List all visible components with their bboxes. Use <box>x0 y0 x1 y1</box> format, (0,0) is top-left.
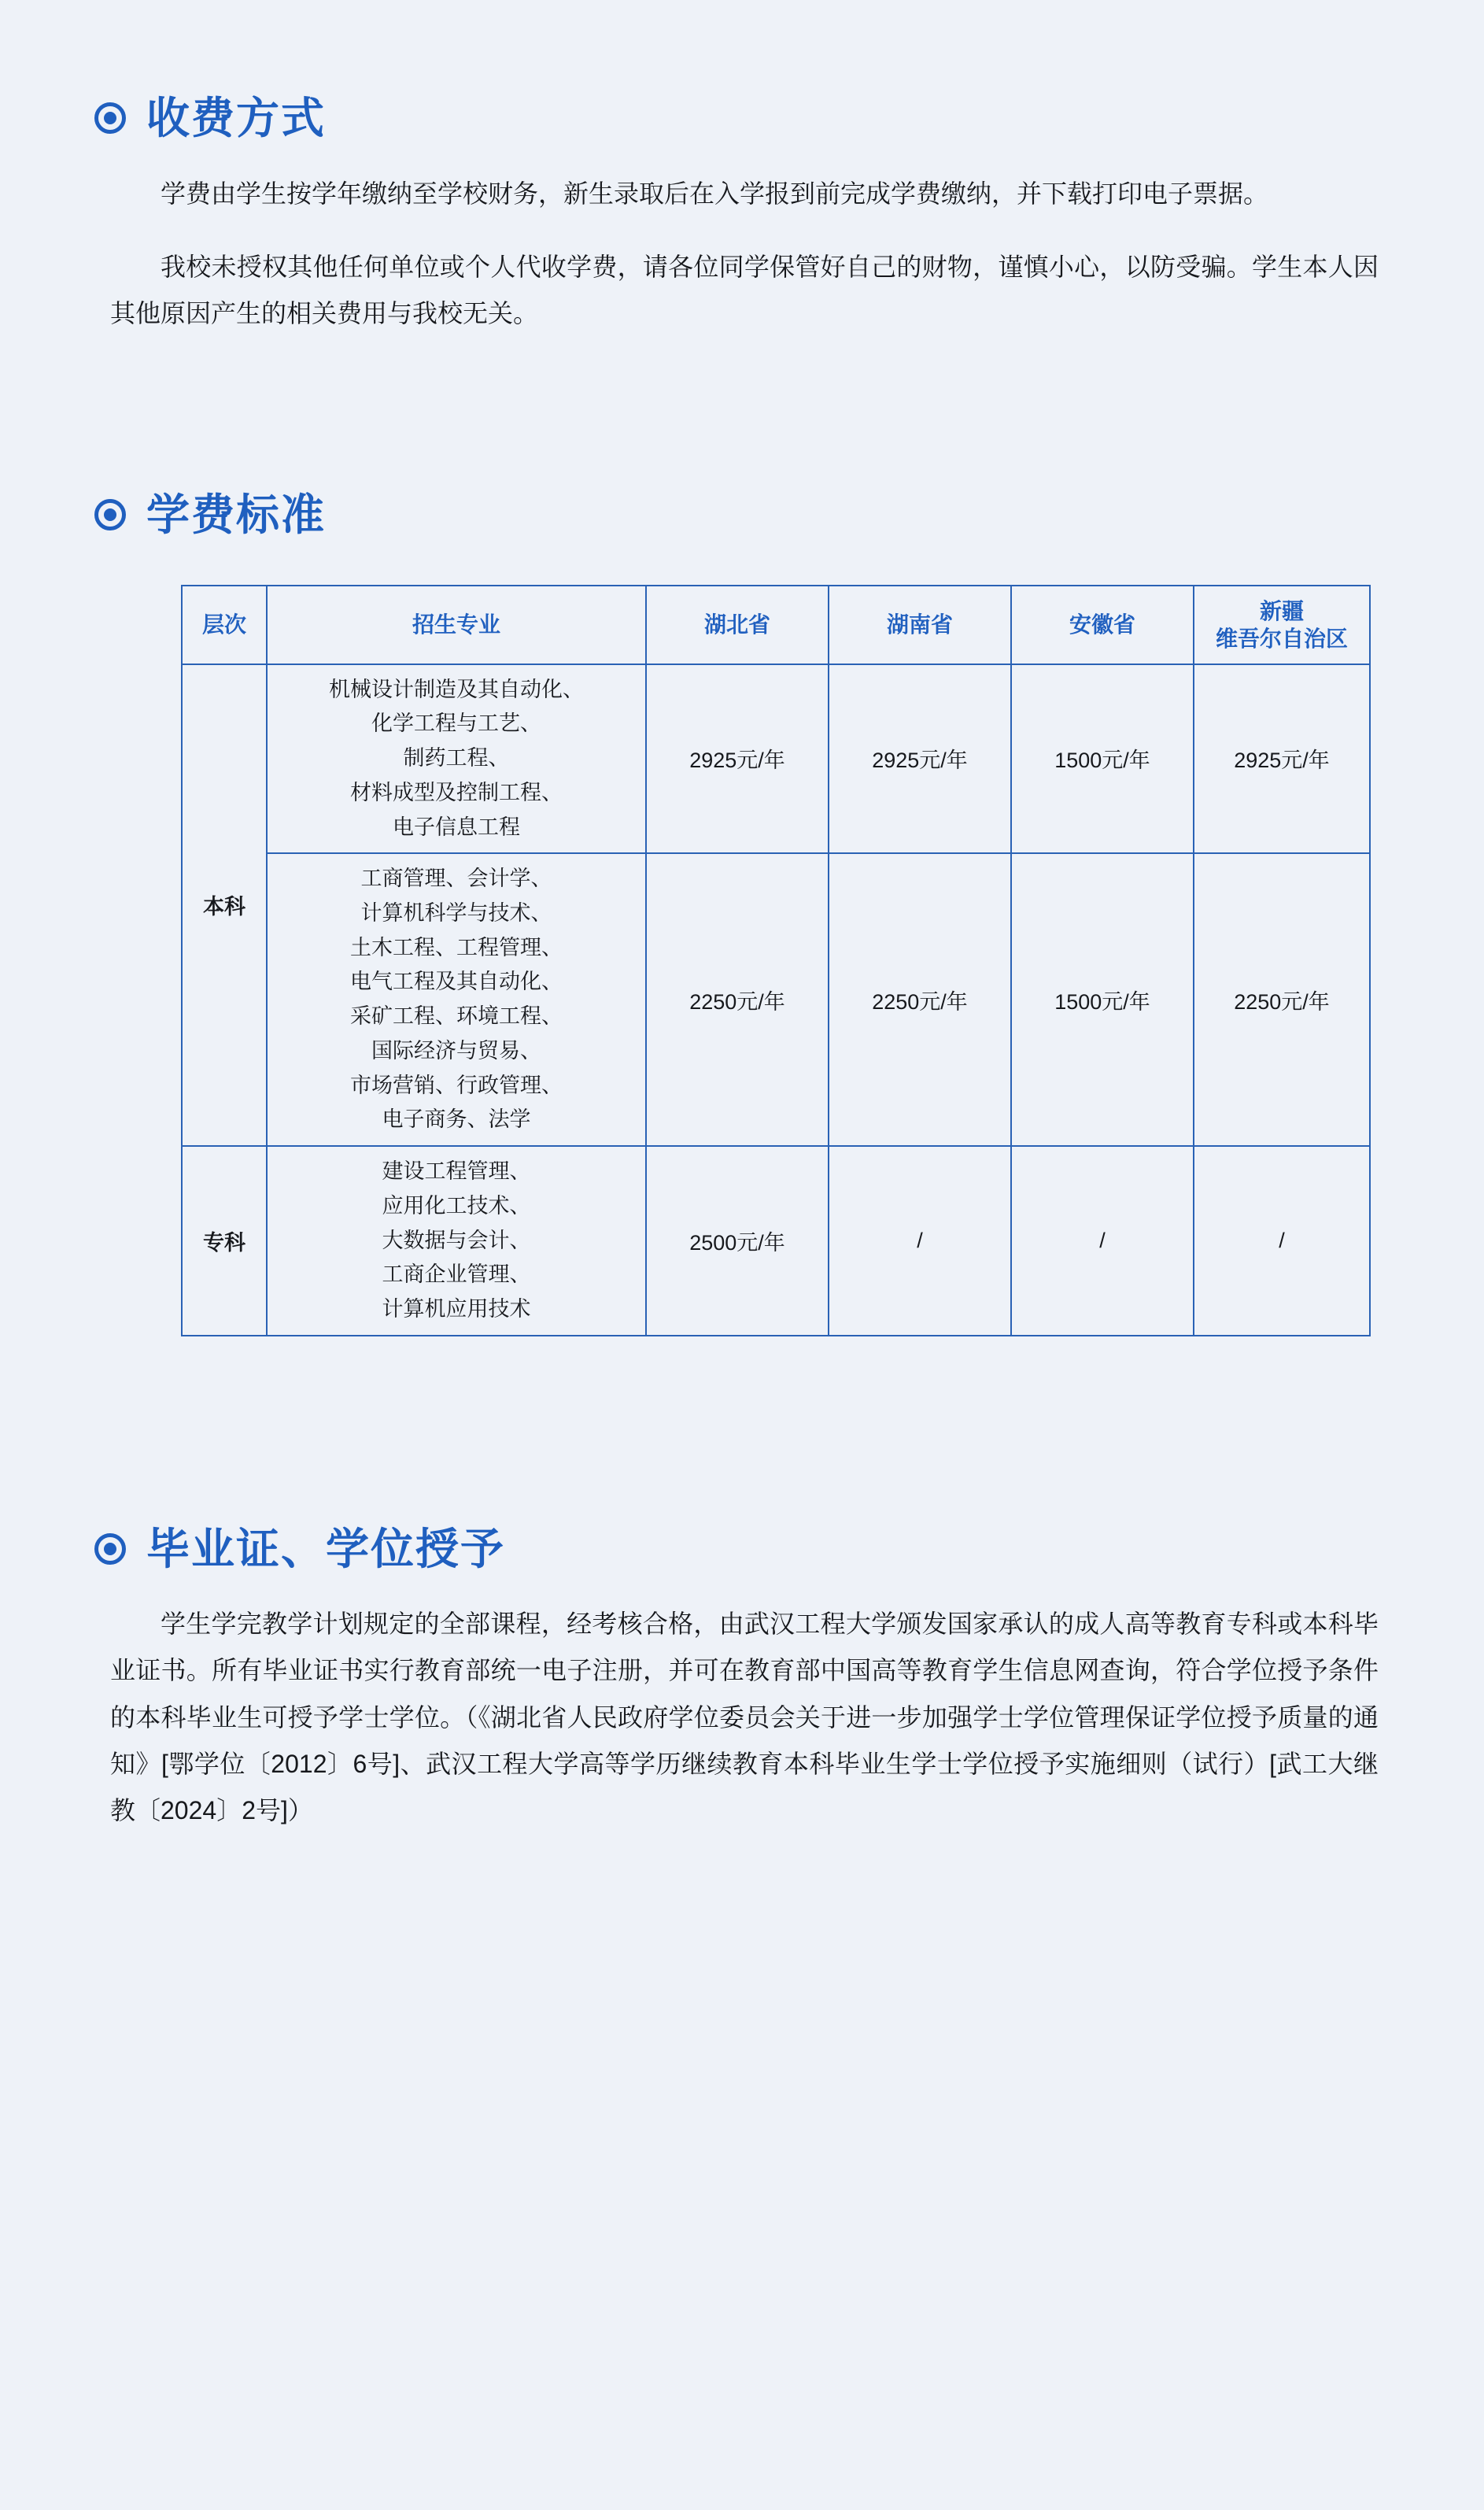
table-row <box>182 664 1370 854</box>
table-row <box>182 853 1370 1146</box>
cell-majors-row2: 工商管理、会计学、 计算机科学与技术、 土木工程、工程管理、 电气工程及其自动化、 采矿工程、环境工程、 国际经济与贸易、 市场营销、行政管理、 电子商务、法学 <box>267 853 646 1146</box>
diploma-body <box>94 1601 1390 1834</box>
cell-majors-row1: 机械设计制造及其自动化、 化学工程与工艺、 制药工程、 材料成型及控制工程、 电子信息工程 <box>267 664 646 854</box>
section-payment-method <box>94 94 1390 337</box>
section-header-payment <box>94 94 1390 142</box>
section-header-tuition <box>94 491 1390 539</box>
cell-hubei-row1: 2925元/年 <box>646 664 829 854</box>
cell-hunan-row1: 2925元/年 <box>829 664 1011 854</box>
cell-xinjiang-row3: / <box>1194 1146 1370 1336</box>
cell-majors-row3: 建设工程管理、 应用化工技术、 大数据与会计、 工商企业管理、 计算机应用技术 <box>267 1146 646 1336</box>
section-title-payment: 收费方式 <box>146 94 327 142</box>
section-title-diploma: 毕业证、学位授予 <box>146 1524 506 1573</box>
table-row <box>182 1146 1370 1336</box>
cell-level-college: 专科 <box>182 1146 267 1336</box>
col-header-xinjiang <box>1194 586 1370 664</box>
bullet-circle-icon <box>94 1533 126 1565</box>
cell-xinjiang-row2: 2250元/年 <box>1194 853 1370 1146</box>
col-header-level: 层次 <box>182 586 267 664</box>
col-header-hunan: 湖南省 <box>829 586 1011 664</box>
cell-hubei-row3: 2500元/年 <box>646 1146 829 1336</box>
tuition-table-body <box>182 664 1370 1336</box>
col-header-anhui: 安徽省 <box>1011 586 1194 664</box>
top-spacer <box>94 0 1390 94</box>
cell-xinjiang-row1: 2925元/年 <box>1194 664 1370 854</box>
table-header-row <box>182 586 1370 664</box>
bullet-circle-icon <box>94 499 126 530</box>
section-tuition-standard <box>94 491 1390 1336</box>
bullet-circle-icon <box>94 102 126 134</box>
payment-body <box>94 171 1390 338</box>
tuition-fee-table <box>181 585 1371 1336</box>
section-header-diploma <box>94 1525 1390 1573</box>
col-header-xinjiang-line2: 维吾尔自治区 <box>1215 626 1348 651</box>
cell-anhui-row2: 1500元/年 <box>1011 853 1194 1146</box>
tuition-table-wrapper <box>94 585 1390 1336</box>
section-title-tuition: 学费标准 <box>146 490 327 540</box>
spacer-after-table <box>94 1336 1390 1525</box>
cell-hubei-row2: 2250元/年 <box>646 853 829 1146</box>
payment-paragraph-2: 我校未授权其他任何单位或个人代收学费，请各位同学保管好自己的财物，谨慎小心，以防受骗。学生本人因其他原因产生的相关费用与我校无关。 <box>110 252 1379 327</box>
col-header-hubei: 湖北省 <box>646 586 829 664</box>
col-header-xinjiang-line1: 新疆 <box>1259 598 1304 623</box>
section-diploma-degree <box>94 1525 1390 1834</box>
cell-level-undergraduate: 本科 <box>182 664 267 1147</box>
tuition-table-head <box>182 586 1370 664</box>
cell-hunan-row3: / <box>829 1146 1011 1336</box>
col-header-major: 招生专业 <box>267 586 646 664</box>
payment-paragraph-1: 学费由学生按学年缴纳至学校财务，新生录取后在入学报到前完成学费缴纳，并下载打印电子票据。 <box>161 179 1269 208</box>
cell-anhui-row3: / <box>1011 1146 1194 1336</box>
cell-anhui-row1: 1500元/年 <box>1011 664 1194 854</box>
cell-hunan-row2: 2250元/年 <box>829 853 1011 1146</box>
spacer-after-payment <box>94 337 1390 491</box>
diploma-paragraph-1: 学生学完教学计划规定的全部课程，经考核合格，由武汉工程大学颁发国家承认的成人高等教育专科或本科毕业证书。所有毕业证书实行教育部统一电子注册，并可在教育部中国高等教育学生信息网查询，符合学位授予条件的本科毕业生可授予学士学位。（《湖北省人民政府学位委员会关于进一步加强学士学位管理保证学位授予质量的通知》[鄂学位〔2012〕6号]、武汉工程大学高等学历继续教育本科毕业生学士学位授予实施细则（试行）[武工大继教〔2024〕2号]） <box>110 1610 1379 1825</box>
